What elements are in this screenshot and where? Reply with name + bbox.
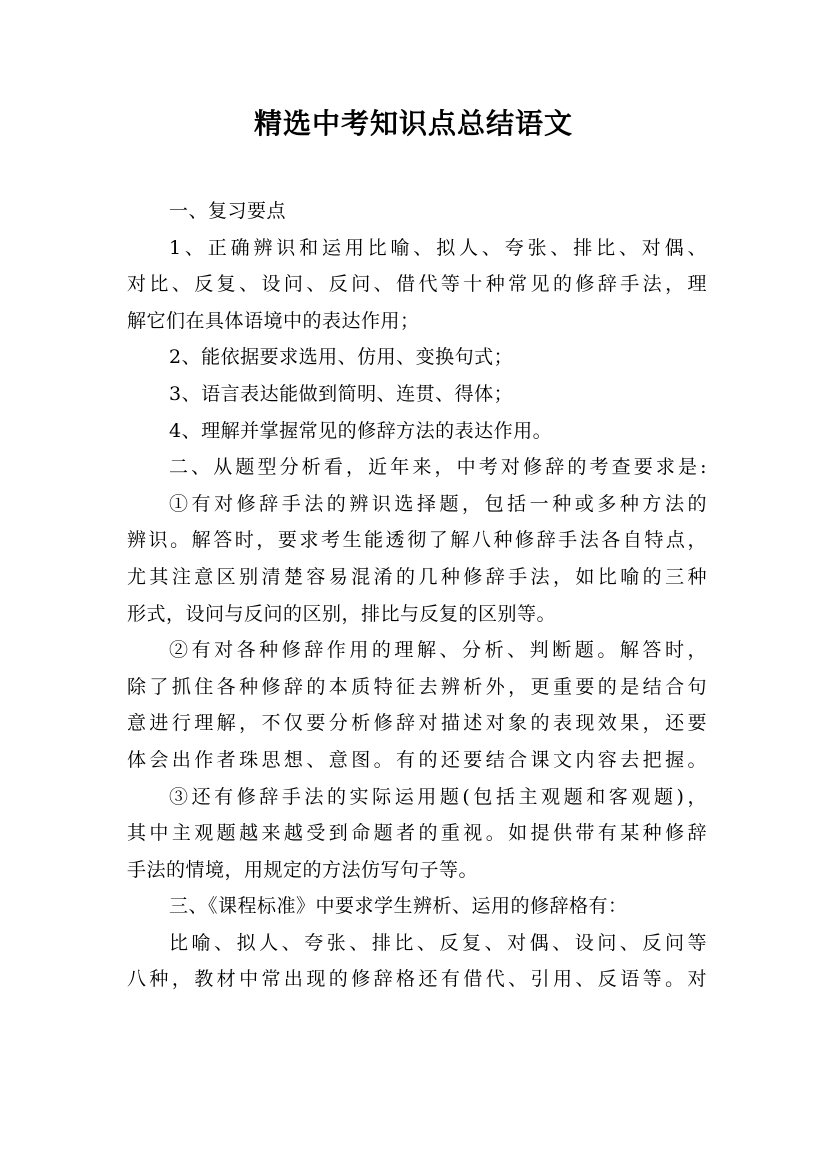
text-line: 3、语言表达能做到简明、连贯、得体； bbox=[169, 382, 514, 405]
text-line: 体会出作者珠思想、意图。有的还要结合课文内容去把握。 bbox=[127, 748, 707, 771]
text-line: 2、能依据要求选用、仿用、变换句式； bbox=[169, 346, 514, 369]
text-line: 对比、反复、设问、反问、借代等十种常见的修辞手法，理 bbox=[127, 273, 707, 296]
text-line: 三、《课程标准》中要求学生辨析、运用的修辞格有： bbox=[169, 895, 628, 918]
text-line: 1、正确辨识和运用比喻、拟人、夸张、排比、对偶、 bbox=[169, 236, 707, 259]
text-line: ①有对修辞手法的辨识选择题，包括一种或多种方法的 bbox=[169, 492, 707, 515]
text-line: ②有对各种修辞作用的理解、分析、判断题。解答时， bbox=[169, 639, 707, 662]
text-line: 4、理解并掌握常见的修辞方法的表达作用。 bbox=[169, 419, 553, 442]
text-line: ③还有修辞手法的实际运用题(包括主观题和客观题)， bbox=[169, 785, 707, 808]
text-line: 意进行理解，不仅要分析修辞对描述对象的表现效果，还要 bbox=[127, 712, 707, 735]
text-line: 尤其注意区别清楚容易混淆的几种修辞手法，如比喻的三种 bbox=[127, 565, 707, 588]
text-line: 八种，教材中常出现的修辞格还有借代、引用、反语等。对 bbox=[127, 968, 707, 991]
text-line: 其中主观题越来越受到命题者的重视。如提供带有某种修辞 bbox=[127, 822, 707, 845]
text-line: 比喻、拟人、夸张、排比、反复、对偶、设问、反问等 bbox=[169, 931, 707, 954]
text-line: 辨识。解答时，要求考生能透彻了解八种修辞手法各自特点， bbox=[127, 529, 707, 552]
text-line: 一、复习要点 bbox=[169, 200, 287, 222]
text-line: 形式，设问与反问的区别，排比与反复的区别等。 bbox=[127, 602, 557, 625]
text-line: 除了抓住各种修辞的本质特征去辨析外，更重要的是结合句 bbox=[127, 675, 707, 698]
text-line: 二、从题型分析看，近年来，中考对修辞的考查要求是: bbox=[169, 456, 707, 479]
text-line: 解它们在具体语境中的表达作用； bbox=[127, 309, 420, 332]
document-body bbox=[127, 196, 707, 1001]
text-line: 手法的情境，用规定的方法仿写句子等。 bbox=[127, 858, 479, 881]
document-title: 精选中考知识点总结语文 bbox=[253, 107, 573, 140]
